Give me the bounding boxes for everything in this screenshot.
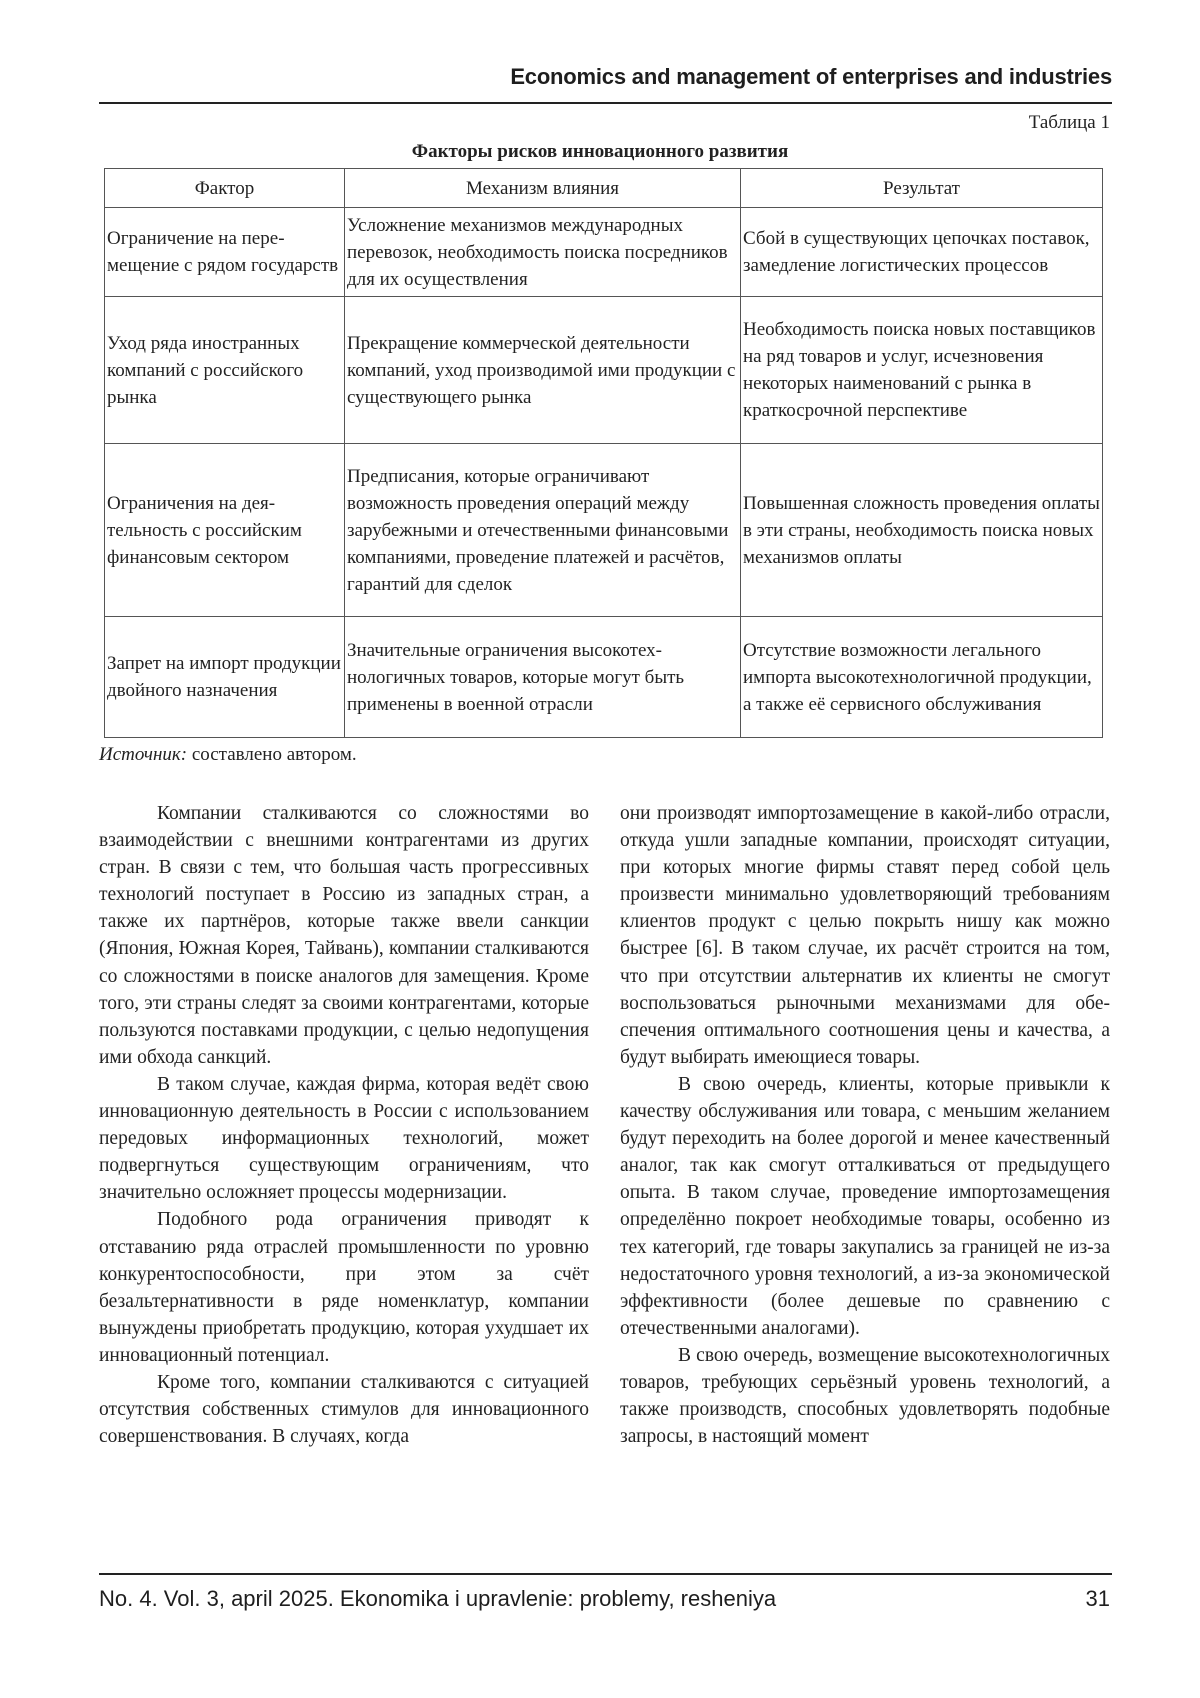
body-column-left (99, 800, 589, 1450)
cell-mechanism: Прекращение коммерческой деятельности компаний, уход производимой ими продукции с существующего рынка (345, 297, 741, 444)
paragraph: Подобного рода ограничения приводят к отставанию ряда отраслей промышленности по уровню конкурентоспособности, при этом за счёт безальтернативности в ряде номенклатур, компании вынуждены приобретать продукцию, которая ухудшает их инновационный потенциал. (99, 1209, 589, 1366)
paragraph: Компании сталкиваются со сложностями во взаимодействии с внешними контрагентами из других стран. В связи с тем, что большая часть прогрессивных технологий поступает в Россию из западных стран, а также их партнёров, которые также ввели санкции (Япония, Южная Корея, Тайвань), компании сталкиваются со сложностями в поиске аналогов для замещения. Кроме того, эти страны следят за своими контрагентами, которые пользуются поставками продукции, с целью недопущения ими обхода санкций. (99, 803, 589, 1068)
source-text: составлено автором. (187, 744, 357, 765)
page-number: 31 (1085, 1586, 1110, 1611)
paragraph: В свою очередь, возмещение высокотехнологичных товаров, требующих серьёзный уровень технологий, а также производств, способных удовлетворять подобные запросы, в настоящий момент (620, 1344, 1110, 1448)
paragraph: Кроме того, компании сталкиваются с ситуацией отсутствия собственных стимулов для инновационного совершенствования. В случаях, когда (99, 1371, 589, 1448)
footer-rule (99, 1573, 1112, 1575)
table-row (105, 617, 1103, 738)
cell-result: Сбой в существующих цепочках поставок, замедление логистических процессов (741, 208, 1103, 297)
cell-result: Отсутствие возможности легального импорта высокотехнологичной продукции, а также её сервисного обслуживания (741, 617, 1103, 738)
column-header-mechanism: Механизм влияния (345, 169, 741, 208)
cell-factor: Уход ряда иностранных компаний с российского рынка (105, 297, 345, 444)
cell-factor: Ограничение на перемещение с рядом государств (105, 208, 345, 297)
table-title: Факторы рисков инновационного развития (411, 141, 789, 162)
cell-mechanism: Значительные ограничения высокотехнологичных товаров, которые могут быть применены в военной отрасли (345, 617, 741, 738)
column-header-result: Результат (741, 169, 1103, 208)
source-label: Источник: (99, 744, 188, 765)
table-row (105, 208, 1103, 297)
table-row (105, 297, 1103, 444)
cell-mechanism: Усложнение механизмов международных перевозок, необходимость поиска посредников для их осуществления (345, 208, 741, 297)
paragraph-continuation: они производят импортозамещение в какой-либо отрасли, откуда ушли западные компании, происходят ситуации, при которых многие фирмы ставят перед собой цель произвести минимально удовлетворяющий требованиям клиентов продукт с целью покрыть нишу как можно быстрее [6]. В таком случае, их расчёт строится на том, что при отсутствии альтернатив их клиенты не смогут воспользоваться рыночными механизмами для обеспечения оптимального соотношения цены и качества, а будут выбирать имеющиеся товары. (620, 803, 1110, 1068)
cell-result: Необходимость поиска новых поставщиков на ряд товаров и услуг, исчезновения некоторых наименований с рынка в краткосрочной перспективе (741, 297, 1103, 444)
paragraph: В свою очередь, клиенты, которые привыкли к качеству обслуживания или товара, с меньшим желанием будут переходить на более дорогой и менее качественный аналог, так как смогут отталкиваться от предыдущего опыта. В таком случае, проведение импортозамещения определённо покроет необходимые товары, особенно из тех категорий, где товары закупались за границей не из-за недостаточного уровня технологий, а из-за экономической эффективности (более дешевые по сравнению с отечественными аналогами). (620, 1073, 1110, 1339)
table-source-note (99, 744, 357, 766)
cell-mechanism: Предписания, которые ограничивают возможность проведения операций между зарубежными и отечественными финансовыми компаниями, проведение платежей и расчётов, гарантий для сделок (345, 444, 741, 617)
paragraph: В таком случае, каждая фирма, которая ведёт свою инновационную деятельность в России с использованием передовых информационных технологий, может подвергнуться существующим ограничениям, что значительно осложняет процессы модернизации. (99, 1073, 589, 1204)
table-number: Таблица 1 (1028, 112, 1110, 133)
table-header-row (105, 169, 1103, 208)
footer-citation: No. 4. Vol. 3, april 2025. Ekonomika i upravlenie: problemy, resheniya (99, 1586, 777, 1611)
body-column-right (620, 800, 1110, 1450)
cell-factor: Запрет на импорт продукции двойного назначения (105, 617, 345, 738)
column-header-factor: Фактор (105, 169, 345, 208)
header-rule (99, 102, 1112, 104)
table-row (105, 444, 1103, 617)
cell-factor: Ограничения на деятельность с российским финансовым сектором (105, 444, 345, 617)
risk-factors-table (104, 168, 1103, 738)
cell-result: Повышенная сложность проведения оплаты в эти страны, необходимость поиска новых механизмов оплаты (741, 444, 1103, 617)
running-head: Economics and management of enterprises and industries (510, 64, 1112, 89)
